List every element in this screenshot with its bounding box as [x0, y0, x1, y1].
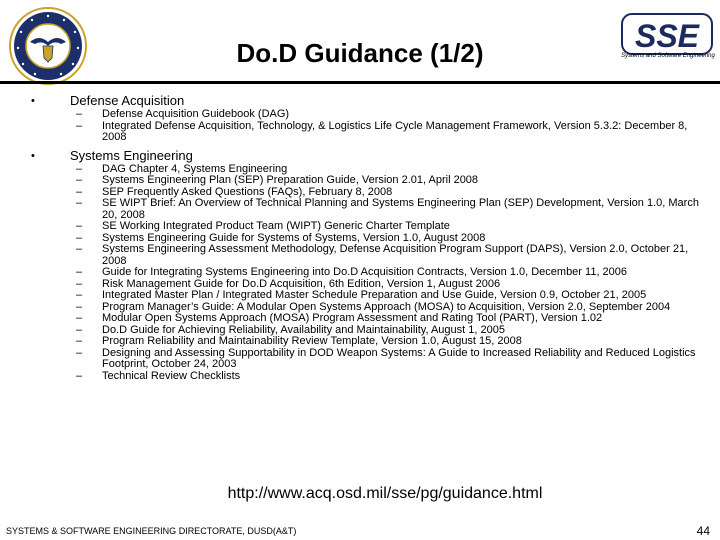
list-item: – Integrated Master Plan / Integrated Master Schedule Preparation and Use Guide, Version 0.9, October 21, 2005 [76, 289, 647, 301]
content-list [0, 90, 720, 382]
footer-directorate: SYSTEMS & SOFTWARE ENGINEERING DIRECTORATE, DUSD(A&T) [6, 526, 297, 536]
sse-logo-icon [618, 12, 714, 70]
list-item: – Modular Open Systems Approach (MOSA) Program Assessment and Rating Tool (PART), Version 1.02 [76, 312, 603, 324]
list-item: – SE Working Integrated Product Team (WIPT) Generic Charter Template [76, 220, 450, 232]
list-item: – Integrated Defense Acquisition, Technology, & Logistics Life Cycle Management Framework, Version 5.3.2: December 8, 2008 [76, 119, 688, 143]
list-item: – Program Manager’s Guide: A Modular Open Systems Approach (MOSA) to Acquisition, Version 2.0, September 2004 [76, 300, 671, 313]
logo-tagline: Systems and Software Engineering [621, 53, 715, 59]
list-item: – Do.D Guide for Achieving Reliability, Availability and Maintainability, August 1, 2005 [76, 323, 505, 336]
page-title: Do.D Guidance (1/2) [236, 38, 484, 68]
svg-text:SSE: SSE [634, 18, 700, 54]
list-item: – SE WIPT Brief: An Overview of Technical Planning and Systems Engineering Plan (SEP) Development, Version 1.0, March 20, 2008 [76, 197, 699, 221]
guidance-url-link[interactable]: http://www.acq.osd.mil/sse/pg/guidance.html [227, 485, 543, 502]
section-systems-engineering: • Systems Engineering [31, 147, 193, 163]
page-number: 44 [696, 524, 710, 538]
list-item: – Systems Engineering Plan (SEP) Preparation Guide, Version 2.01, April 2008 [76, 174, 479, 186]
list-item: – Systems Engineering Guide for Systems of Systems, Version 1.0, August 2008 [76, 231, 486, 244]
list-item: – Risk Management Guide for Do.D Acquisition, 6th Edition, Version 1, August 2006 [76, 277, 501, 290]
list-item: – Systems Engineering Assessment Methodology, Defense Acquisition Program Support (DAPS), Version 2.0, October 21, 2008 [76, 243, 689, 267]
title-divider [0, 81, 720, 84]
list-item: – Defense Acquisition Guidebook (DAG) [76, 108, 290, 120]
list-item: – DAG Chapter 4, Systems Engineering [76, 162, 288, 175]
list-item: – Guide for Integrating Systems Engineering into Do.D Acquisition Contracts, Version 1.0, December 11, 2006 [76, 266, 628, 278]
list-item: – Designing and Assessing Supportability in DOD Weapon Systems: A Guide to Increased Reliability and Reduced Logistics Footprint, October 24, 2003 [76, 346, 696, 370]
section-defense-acquisition: • Defense Acquisition [31, 93, 185, 108]
list-item: – SEP Frequently Asked Questions (FAQs), February 8, 2008 [76, 185, 393, 198]
list-item: – Technical Review Checklists [76, 369, 241, 382]
list-item: – Program Reliability and Maintainability Review Template, Version 1.0, August 15, 2008 [76, 335, 522, 347]
